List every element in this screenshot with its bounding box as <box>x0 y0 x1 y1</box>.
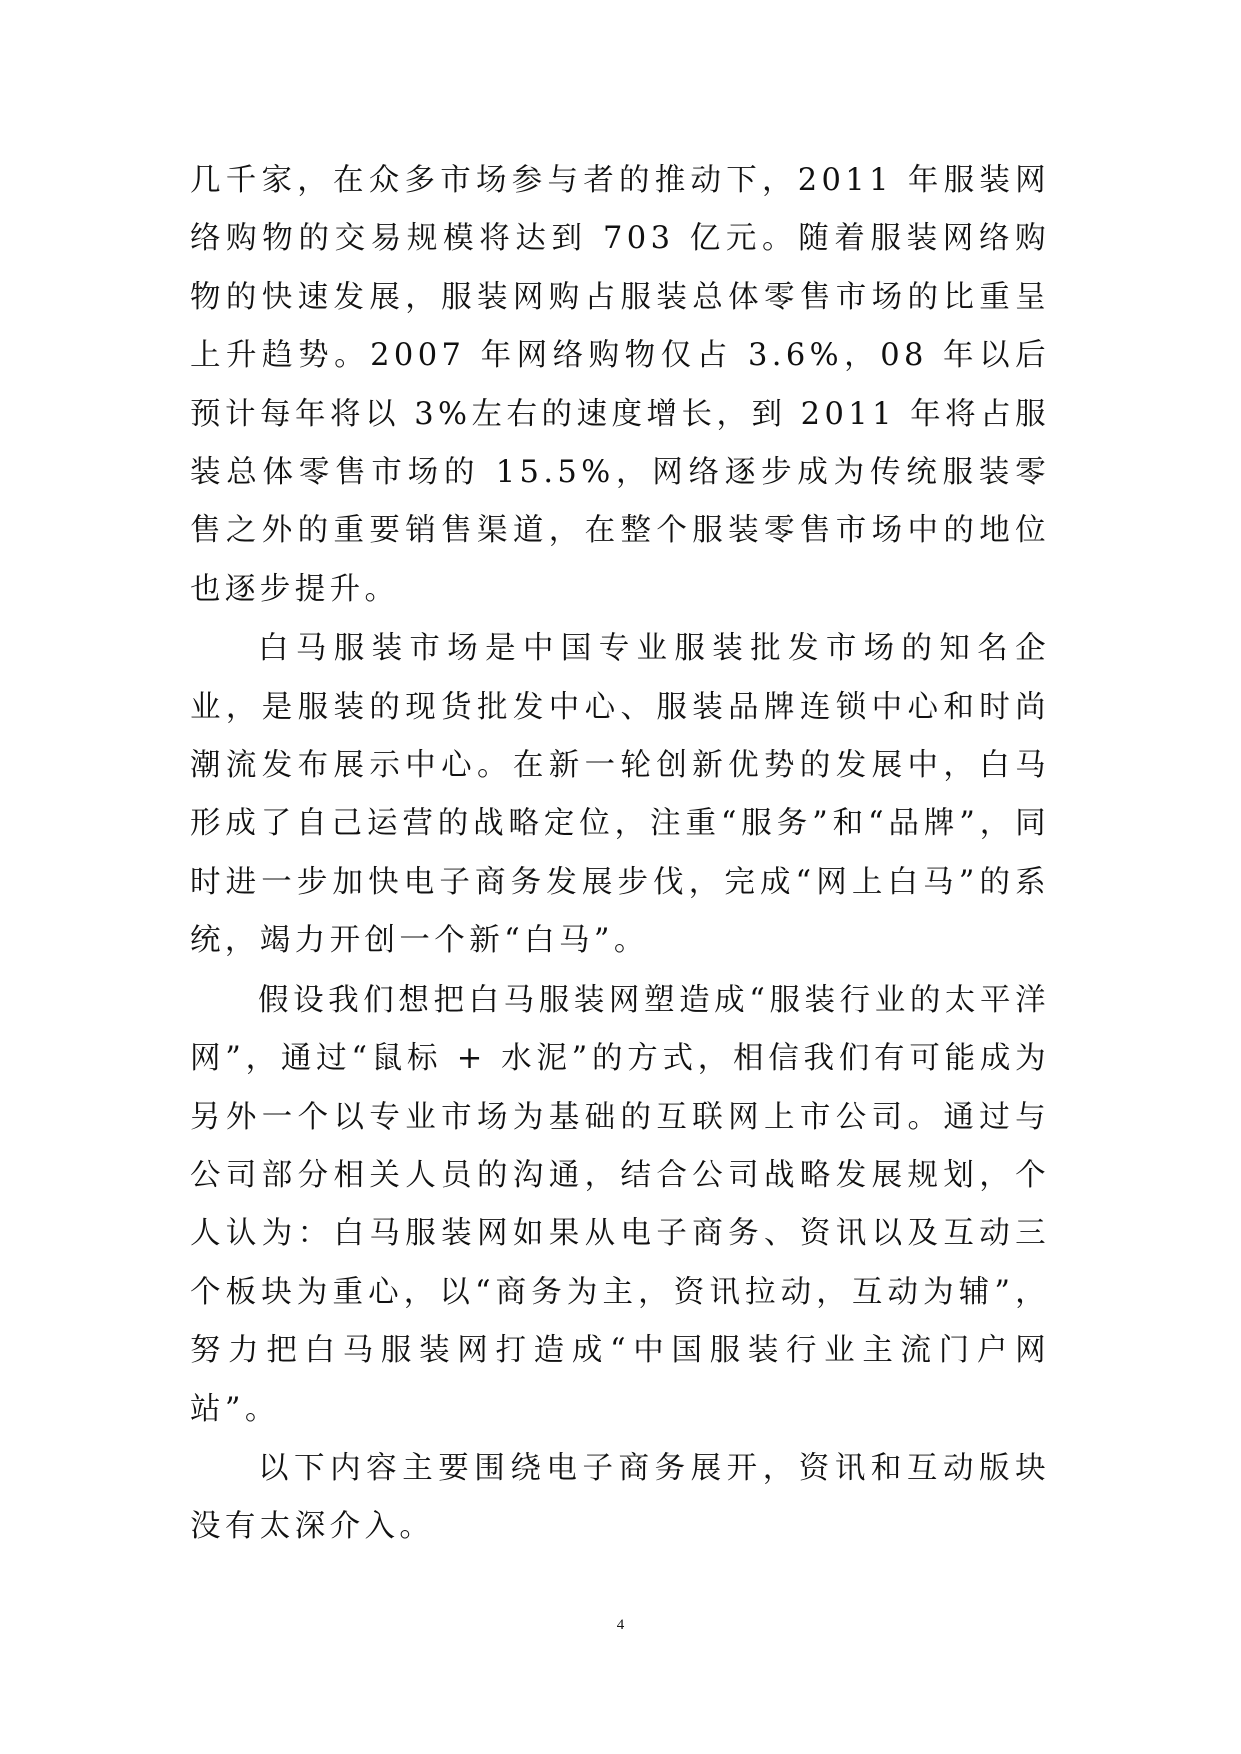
page-number: 4 <box>616 1617 625 1633</box>
paragraph-baima-portal-vision: 假设我们想把白马服装网塑造成“服装行业的太平洋网”，通过“鼠标 + 水泥”的方式，相信我们有可能成为另外一个以专业市场为基础的互联网上市公司。通过与公司部分相关人员的沟通，结合公司战略发展规划，个人认为：白马服装网如果从电子商务、资讯以及互动三个板块为重心，以“商务为主，资讯拉动，互动为辅”，努力把白马服装网打造成“中国服装行业主流门户网站”。 <box>190 982 1050 1427</box>
paragraph-scope-note: 以下内容主要围绕电子商务展开，资讯和互动版块没有太深介入。 <box>190 1450 1050 1545</box>
paragraph-baima-market-profile: 白马服装市场是中国专业服装批发市场的知名企业，是服装的现货批发中心、服装品牌连锁中心和时尚潮流发布展示中心。在新一轮创新优势的发展中，白马形成了自己运营的战略定位，注重“服务”和“品牌”，同时进一步加快电子商务发展步伐，完成“网上白马”的系统，竭力开创一个新“白马”。 <box>190 631 1050 959</box>
document-body <box>190 152 1050 1557</box>
paragraph-online-apparel-market: 几千家，在众多市场参与者的推动下，2011 年服装网络购物的交易规模将达到 703 亿元。随着服装网络购物的快速发展，服装网购占服装总体零售市场的比重呈上升趋势。2007 年网络购物仅占 3.6%，08 年以后预计每年将以 3%左右的速度增长，到 2011 年将占服装总体零售市场的 15.5%，网络逐步成为传统服装零售之外的重要销售渠道，在整个服装零售市场中的地位也逐步提升。 <box>190 163 1050 607</box>
